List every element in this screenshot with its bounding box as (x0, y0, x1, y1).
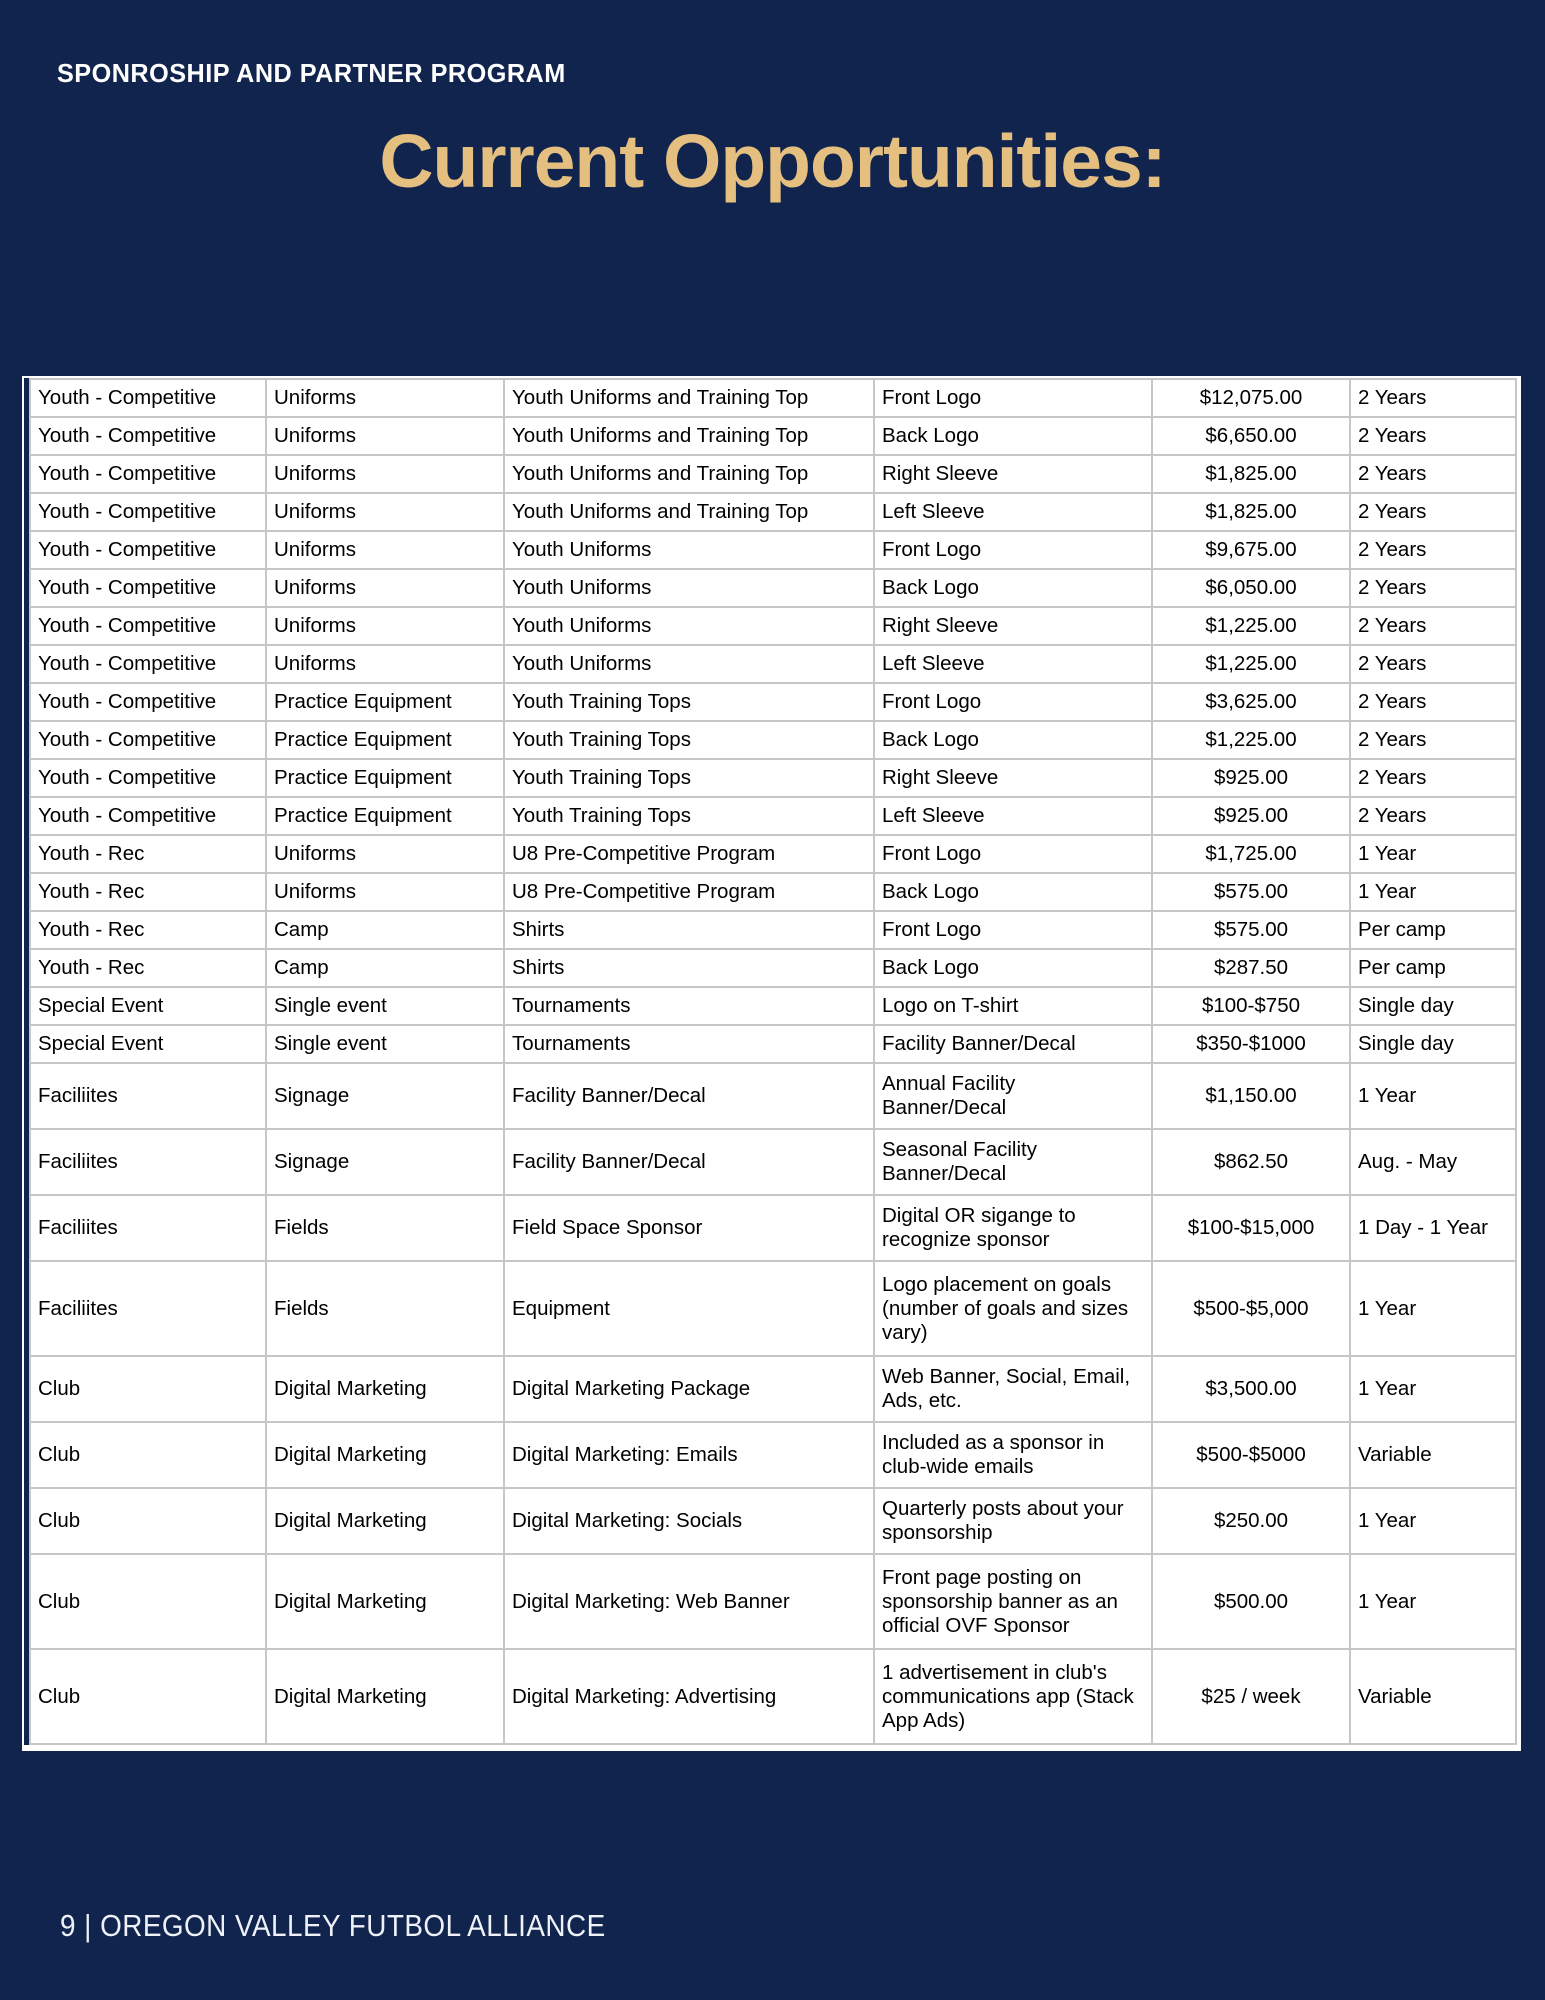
table-row (30, 645, 1516, 683)
cell-term: 2 Years (1350, 797, 1516, 835)
table-row (30, 1554, 1516, 1649)
cell-price: $1,825.00 (1152, 455, 1350, 493)
cell-category: Uniforms (266, 607, 504, 645)
cell-placement: Front Logo (874, 683, 1152, 721)
cell-category: Single event (266, 987, 504, 1025)
cell-item: Youth Uniforms (504, 569, 874, 607)
cell-item: Youth Training Tops (504, 759, 874, 797)
cell-program: Faciliites (30, 1195, 266, 1261)
cell-program: Youth - Competitive (30, 417, 266, 455)
cell-item: Youth Uniforms and Training Top (504, 379, 874, 417)
cell-price: $9,675.00 (1152, 531, 1350, 569)
cell-item: Equipment (504, 1261, 874, 1356)
cell-program: Youth - Rec (30, 911, 266, 949)
cell-item: Youth Uniforms (504, 645, 874, 683)
cell-program: Faciliites (30, 1129, 266, 1195)
table-row (30, 1488, 1516, 1554)
cell-item: Youth Training Tops (504, 797, 874, 835)
cell-item: Tournaments (504, 987, 874, 1025)
cell-term: 2 Years (1350, 721, 1516, 759)
cell-term: 2 Years (1350, 759, 1516, 797)
cell-category: Uniforms (266, 455, 504, 493)
cell-category: Digital Marketing (266, 1649, 504, 1744)
cell-category: Digital Marketing (266, 1356, 504, 1422)
cell-category: Digital Marketing (266, 1488, 504, 1554)
table-row (30, 569, 1516, 607)
cell-program: Youth - Competitive (30, 759, 266, 797)
cell-price: $287.50 (1152, 949, 1350, 987)
cell-placement: Front Logo (874, 531, 1152, 569)
table-row (30, 1195, 1516, 1261)
cell-price: $25 / week (1152, 1649, 1350, 1744)
cell-item: Field Space Sponsor (504, 1195, 874, 1261)
cell-item: Digital Marketing: Web Banner (504, 1554, 874, 1649)
cell-category: Practice Equipment (266, 683, 504, 721)
cell-item: Shirts (504, 949, 874, 987)
cell-term: 1 Year (1350, 835, 1516, 873)
table-row (30, 379, 1516, 417)
cell-price: $500-$5000 (1152, 1422, 1350, 1488)
table-row (30, 873, 1516, 911)
cell-placement: Back Logo (874, 949, 1152, 987)
cell-price: $6,650.00 (1152, 417, 1350, 455)
cell-price: $500-$5,000 (1152, 1261, 1350, 1356)
cell-category: Practice Equipment (266, 759, 504, 797)
cell-placement: Facility Banner/Decal (874, 1025, 1152, 1063)
cell-category: Fields (266, 1195, 504, 1261)
cell-term: 2 Years (1350, 645, 1516, 683)
cell-placement: Back Logo (874, 569, 1152, 607)
cell-item: U8 Pre-Competitive Program (504, 873, 874, 911)
cell-term: 2 Years (1350, 569, 1516, 607)
cell-category: Digital Marketing (266, 1554, 504, 1649)
cell-program: Faciliites (30, 1063, 266, 1129)
cell-program: Youth - Rec (30, 873, 266, 911)
cell-term: 1 Day - 1 Year (1350, 1195, 1516, 1261)
cell-program: Special Event (30, 987, 266, 1025)
cell-price: $575.00 (1152, 873, 1350, 911)
table-row (30, 911, 1516, 949)
cell-item: Youth Uniforms and Training Top (504, 493, 874, 531)
cell-category: Uniforms (266, 531, 504, 569)
cell-category: Single event (266, 1025, 504, 1063)
table-row (30, 1063, 1516, 1129)
cell-placement: Digital OR sigange to recognize sponsor (874, 1195, 1152, 1261)
table-row (30, 531, 1516, 569)
cell-item: Digital Marketing Package (504, 1356, 874, 1422)
table-row (30, 455, 1516, 493)
cell-term: 2 Years (1350, 417, 1516, 455)
cell-placement: Included as a sponsor in club-wide emails (874, 1422, 1152, 1488)
cell-price: $350-$1000 (1152, 1025, 1350, 1063)
opportunities-table-frame (22, 376, 1521, 1751)
cell-placement: Left Sleeve (874, 797, 1152, 835)
cell-placement: Back Logo (874, 721, 1152, 759)
cell-placement: Right Sleeve (874, 455, 1152, 493)
cell-price: $1,150.00 (1152, 1063, 1350, 1129)
cell-program: Youth - Competitive (30, 569, 266, 607)
cell-term: 1 Year (1350, 1554, 1516, 1649)
cell-item: Tournaments (504, 1025, 874, 1063)
cell-placement: Back Logo (874, 417, 1152, 455)
cell-term: 1 Year (1350, 1063, 1516, 1129)
cell-program: Club (30, 1488, 266, 1554)
cell-item: Digital Marketing: Socials (504, 1488, 874, 1554)
cell-category: Uniforms (266, 379, 504, 417)
cell-item: Youth Training Tops (504, 721, 874, 759)
cell-placement: 1 advertisement in club's communications app (Stack App Ads) (874, 1649, 1152, 1744)
cell-item: Youth Uniforms (504, 607, 874, 645)
table-row (30, 759, 1516, 797)
cell-category: Fields (266, 1261, 504, 1356)
cell-category: Uniforms (266, 835, 504, 873)
opportunities-table (29, 378, 1517, 1745)
table-row (30, 1649, 1516, 1744)
table-row (30, 683, 1516, 721)
cell-placement: Front Logo (874, 835, 1152, 873)
cell-category: Camp (266, 949, 504, 987)
cell-placement: Logo placement on goals (number of goals and sizes vary) (874, 1261, 1152, 1356)
cell-placement: Left Sleeve (874, 493, 1152, 531)
cell-term: 1 Year (1350, 1356, 1516, 1422)
cell-item: Facility Banner/Decal (504, 1129, 874, 1195)
cell-term: 2 Years (1350, 455, 1516, 493)
table-row (30, 417, 1516, 455)
cell-program: Youth - Rec (30, 835, 266, 873)
cell-price: $862.50 (1152, 1129, 1350, 1195)
table-row (30, 835, 1516, 873)
cell-term: 2 Years (1350, 531, 1516, 569)
table-row (30, 1261, 1516, 1356)
cell-price: $12,075.00 (1152, 379, 1350, 417)
table-row (30, 493, 1516, 531)
cell-term: Per camp (1350, 949, 1516, 987)
cell-price: $3,625.00 (1152, 683, 1350, 721)
cell-placement: Front page posting on sponsorship banner as an official OVF Sponsor (874, 1554, 1152, 1649)
cell-term: 2 Years (1350, 379, 1516, 417)
cell-term: Per camp (1350, 911, 1516, 949)
table-row (30, 1422, 1516, 1488)
cell-category: Signage (266, 1129, 504, 1195)
cell-term: Aug. - May (1350, 1129, 1516, 1195)
cell-category: Camp (266, 911, 504, 949)
opportunities-table-body (30, 379, 1516, 1744)
cell-program: Club (30, 1422, 266, 1488)
cell-price: $6,050.00 (1152, 569, 1350, 607)
cell-price: $575.00 (1152, 911, 1350, 949)
cell-category: Practice Equipment (266, 721, 504, 759)
cell-item: Youth Uniforms and Training Top (504, 455, 874, 493)
cell-price: $100-$15,000 (1152, 1195, 1350, 1261)
table-row (30, 949, 1516, 987)
table-row (30, 1129, 1516, 1195)
table-row (30, 797, 1516, 835)
cell-term: 1 Year (1350, 1488, 1516, 1554)
cell-term: 1 Year (1350, 873, 1516, 911)
cell-program: Club (30, 1554, 266, 1649)
cell-program: Faciliites (30, 1261, 266, 1356)
page-footer: 9 | OREGON VALLEY FUTBOL ALLIANCE (60, 1908, 606, 1943)
cell-price: $1,225.00 (1152, 645, 1350, 683)
cell-item: Youth Uniforms (504, 531, 874, 569)
cell-category: Uniforms (266, 569, 504, 607)
cell-program: Youth - Rec (30, 949, 266, 987)
cell-item: Facility Banner/Decal (504, 1063, 874, 1129)
cell-price: $3,500.00 (1152, 1356, 1350, 1422)
cell-category: Digital Marketing (266, 1422, 504, 1488)
cell-placement: Logo on T-shirt (874, 987, 1152, 1025)
cell-price: $1,225.00 (1152, 607, 1350, 645)
cell-category: Uniforms (266, 645, 504, 683)
cell-category: Practice Equipment (266, 797, 504, 835)
cell-price: $1,725.00 (1152, 835, 1350, 873)
page-title: Current Opportunities: (379, 119, 1166, 203)
cell-program: Club (30, 1356, 266, 1422)
cell-program: Club (30, 1649, 266, 1744)
cell-program: Youth - Competitive (30, 721, 266, 759)
cell-program: Youth - Competitive (30, 493, 266, 531)
cell-placement: Right Sleeve (874, 759, 1152, 797)
cell-item: U8 Pre-Competitive Program (504, 835, 874, 873)
cell-program: Youth - Competitive (30, 379, 266, 417)
cell-term: Variable (1350, 1422, 1516, 1488)
table-row (30, 607, 1516, 645)
cell-placement: Left Sleeve (874, 645, 1152, 683)
cell-category: Uniforms (266, 873, 504, 911)
cell-category: Uniforms (266, 493, 504, 531)
cell-program: Youth - Competitive (30, 531, 266, 569)
cell-term: 2 Years (1350, 607, 1516, 645)
cell-category: Signage (266, 1063, 504, 1129)
cell-placement: Quarterly posts about your sponsorship (874, 1488, 1152, 1554)
cell-program: Youth - Competitive (30, 797, 266, 835)
cell-term: 2 Years (1350, 683, 1516, 721)
cell-price: $500.00 (1152, 1554, 1350, 1649)
cell-term: Variable (1350, 1649, 1516, 1744)
table-row (30, 721, 1516, 759)
cell-placement: Seasonal Facility Banner/Decal (874, 1129, 1152, 1195)
cell-term: 2 Years (1350, 493, 1516, 531)
cell-term: 1 Year (1350, 1261, 1516, 1356)
cell-program: Youth - Competitive (30, 683, 266, 721)
cell-price: $925.00 (1152, 759, 1350, 797)
cell-program: Special Event (30, 1025, 266, 1063)
cell-placement: Annual Facility Banner/Decal (874, 1063, 1152, 1129)
cell-price: $250.00 (1152, 1488, 1350, 1554)
cell-program: Youth - Competitive (30, 607, 266, 645)
cell-placement: Front Logo (874, 911, 1152, 949)
table-row (30, 1025, 1516, 1063)
table-row (30, 1356, 1516, 1422)
cell-term: Single day (1350, 987, 1516, 1025)
cell-item: Digital Marketing: Emails (504, 1422, 874, 1488)
section-eyebrow: SPONROSHIP AND PARTNER PROGRAM (57, 58, 566, 88)
cell-placement: Right Sleeve (874, 607, 1152, 645)
cell-price: $100-$750 (1152, 987, 1350, 1025)
cell-placement: Web Banner, Social, Email, Ads, etc. (874, 1356, 1152, 1422)
cell-term: Single day (1350, 1025, 1516, 1063)
cell-price: $1,825.00 (1152, 493, 1350, 531)
cell-program: Youth - Competitive (30, 645, 266, 683)
cell-placement: Front Logo (874, 379, 1152, 417)
cell-item: Youth Training Tops (504, 683, 874, 721)
cell-item: Shirts (504, 911, 874, 949)
cell-price: $1,225.00 (1152, 721, 1350, 759)
cell-category: Uniforms (266, 417, 504, 455)
cell-item: Youth Uniforms and Training Top (504, 417, 874, 455)
cell-program: Youth - Competitive (30, 455, 266, 493)
table-row (30, 987, 1516, 1025)
cell-placement: Back Logo (874, 873, 1152, 911)
cell-price: $925.00 (1152, 797, 1350, 835)
cell-item: Digital Marketing: Advertising (504, 1649, 874, 1744)
